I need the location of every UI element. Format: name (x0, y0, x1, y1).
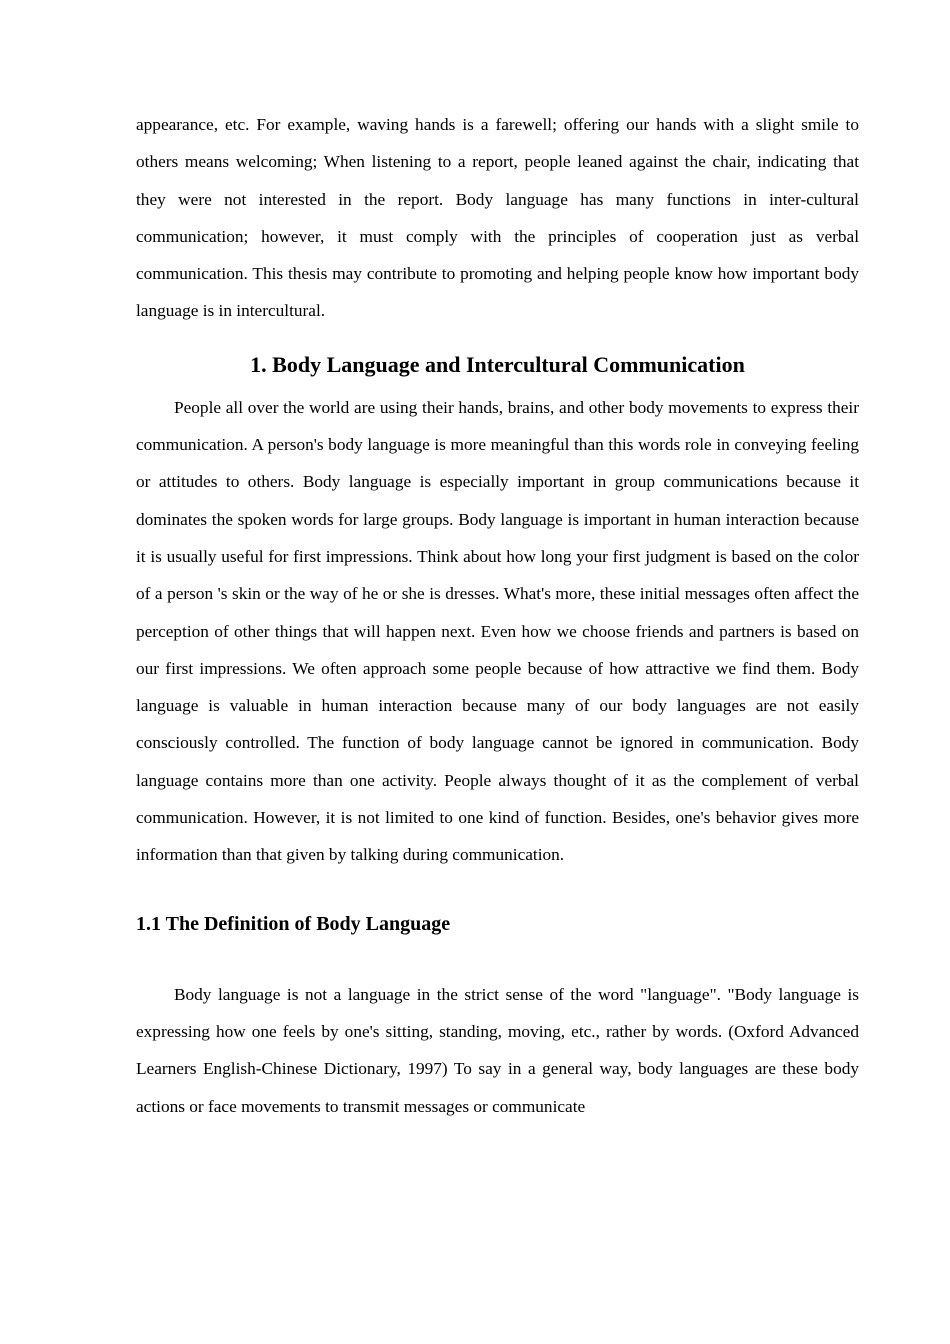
chapter-paragraph: People all over the world are using their hands, brains, and other body movements to express their communication. A person's body language is more meaningful than this words role in conveying feeling or attitudes to others. Body language is especially important in group communications because it dominates the spoken words for large groups. Body language is important in human interaction because it is usually useful for first impressions. Think about how long your first judgment is based on the color of a person 's skin or the way of he or she is dresses. What's more, these initial messages often affect the perception of other things that will happen next. Even how we choose friends and partners is based on our first impressions. We often approach some people because of how attractive we find them. Body language is valuable in human interaction because many of our body languages are not easily consciously controlled. The function of body language cannot be ignored in communication. Body language contains more than one activity. People always thought of it as the complement of verbal communication. However, it is not limited to one kind of function. Besides, one's behavior gives more information than that given by talking during communication. (136, 397, 859, 865)
intro-paragraph: appearance, etc. For example, waving hands is a farewell; offering our hands with a slight smile to others means welcoming; When listening to a report, people leaned against the chair, indicating that they were not interested in the report. Body language has many functions in inter-cultural communication; however, it must comply with the principles of cooperation just as verbal communication. This thesis may contribute to promoting and helping people know how important body language is in intercultural. (136, 115, 859, 321)
document-page (136, 106, 859, 1125)
chapter-heading: 1. Body Language and Intercultural Communication (250, 351, 745, 377)
section-paragraph: Body language is not a language in the strict sense of the word "language". "Body language is expressing how one feels by one's sitting, standing, moving, etc., rather by words. (Oxford Advanced Learners English-Chinese Dictionary, 1997) To say in a general way, body languages are these body actions or face movements to transmit messages or communicate (136, 984, 859, 1116)
section-heading: 1.1 The Definition of Body Language (136, 912, 451, 935)
